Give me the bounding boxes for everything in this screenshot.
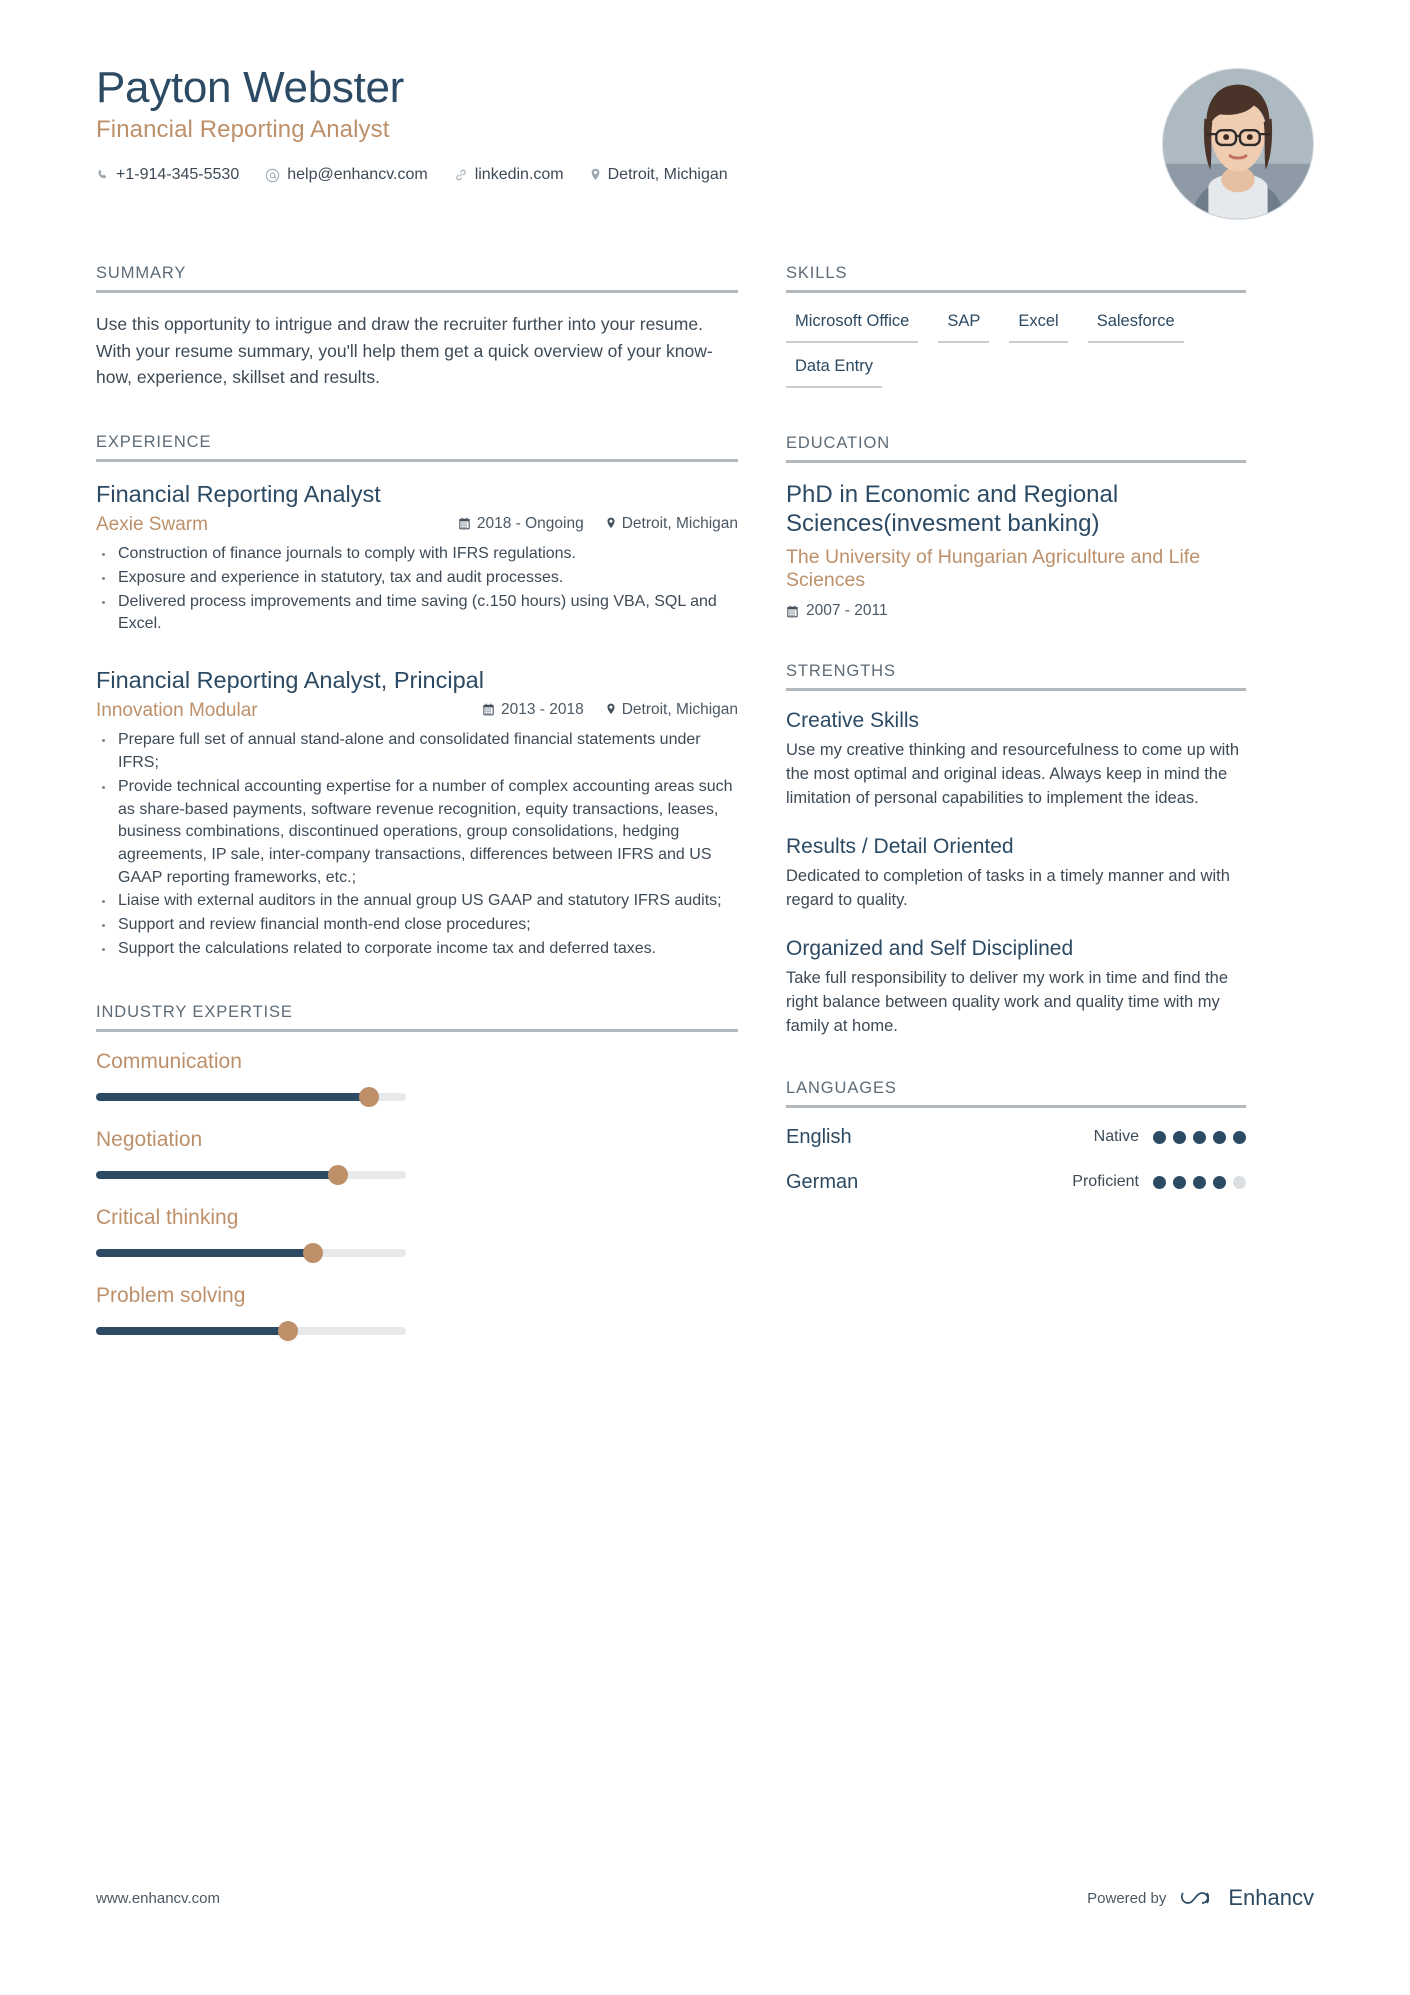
link-icon — [454, 168, 468, 182]
section-industry-expertise — [96, 1003, 738, 1336]
language-rating — [1153, 1176, 1246, 1189]
powered-by-label: Powered by — [1087, 1889, 1167, 1907]
section-languages — [786, 1079, 1246, 1194]
section-title-industry-expertise: INDUSTRY EXPERTISE — [96, 1002, 293, 1021]
education-school: The University of Hungarian Agriculture and Life Sciences — [786, 545, 1201, 592]
rating-dot — [1153, 1176, 1166, 1189]
contact-location-text: Detroit, Michigan — [607, 166, 728, 184]
job-bullet: Exposure and experience in statutory, tax and audit processes. — [96, 567, 738, 590]
job-dates-text: 2013 - 2018 — [500, 700, 584, 718]
location-icon — [606, 517, 616, 530]
section-summary — [96, 264, 738, 391]
rating-dot — [1173, 1131, 1186, 1144]
section-title-summary: SUMMARY — [96, 264, 187, 282]
skill-chip: Microsoft Office — [786, 311, 918, 343]
language-row — [786, 1126, 1246, 1149]
contact-list — [96, 166, 1314, 184]
expertise-label: Communication — [96, 1049, 242, 1073]
job-location-text: Detroit, Michigan — [621, 514, 738, 532]
strength-description: Use my creative thinking and resourcefulness to come up with the most optimal and original ideas. Always keep in mind the limitation of personal capabilities to implement the ideas. — [786, 741, 1240, 807]
strength-name: Organized and Self Disciplined — [786, 936, 1074, 960]
job-bullet: Liaise with external auditors in the annual group US GAAP and statutory IFRS audits; — [96, 890, 738, 913]
location-icon — [590, 168, 601, 182]
summary-text: Use this opportunity to intrigue and draw the recruiter further into your resume. With your resume summary, you'll help them get a quick overview of your know-how, experience, skillset and results. — [96, 314, 713, 388]
job-location-text: Detroit, Michigan — [621, 700, 738, 718]
job-location — [606, 701, 738, 719]
rating-dot — [1213, 1131, 1226, 1144]
strength-item — [786, 937, 1246, 1039]
expertise-item — [96, 1128, 406, 1180]
right-column — [786, 264, 1246, 1198]
job-role: Financial Reporting Analyst — [96, 480, 381, 507]
rating-dot — [1233, 1131, 1246, 1144]
job-company: Innovation Modular — [96, 700, 258, 722]
education-dates-text: 2007 - 2011 — [806, 602, 888, 620]
section-title-strengths: STRENGTHS — [786, 662, 896, 681]
experience-entry — [96, 480, 738, 636]
enhancv-logo-icon — [1179, 1886, 1219, 1910]
education-degree: PhD in Economic and Regional Sciences(invesment banking) — [786, 481, 1119, 537]
job-meta — [96, 514, 738, 536]
language-name: English — [786, 1125, 852, 1148]
language-rating — [1153, 1131, 1246, 1144]
section-title-experience: EXPERIENCE — [96, 432, 212, 451]
job-bullet: Support the calculations related to corporate income tax and deferred taxes. — [96, 938, 738, 961]
rating-dot — [1173, 1176, 1186, 1189]
header-job-title: Financial Reporting Analyst — [96, 116, 390, 144]
email-icon — [265, 168, 280, 183]
contact-email[interactable] — [265, 166, 427, 184]
language-level: Native — [1093, 1128, 1139, 1146]
job-bullet: Provide technical accounting expertise for a number of complex accounting areas such as share-based payments, software revenue recognition, equity transactions, leases, business combinations, discontinued operations, group consolidations, hedging agreements, IP sale, inter-company transactions, differences between IFRS and US GAAP reporting frameworks, etc.; — [96, 776, 738, 890]
job-bullet: Construction of finance journals to comply with IFRS regulations. — [96, 543, 738, 566]
strength-item — [786, 835, 1246, 913]
skill-chip: Data Entry — [786, 356, 882, 388]
footer-website[interactable]: www.enhancv.com — [96, 1889, 220, 1907]
job-dates-text: 2018 - Ongoing — [476, 514, 584, 532]
rating-dot — [1233, 1176, 1246, 1189]
experience-entry — [96, 666, 738, 961]
contact-phone-text: +1-914-345-5530 — [116, 166, 240, 184]
slider-knob[interactable] — [359, 1087, 379, 1107]
avatar — [1162, 68, 1314, 220]
language-level: Proficient — [1072, 1173, 1139, 1191]
resume-header — [96, 62, 1314, 232]
section-skills — [786, 264, 1246, 388]
slider-knob[interactable] — [278, 1321, 298, 1341]
calendar-icon — [458, 517, 471, 530]
expertise-item — [96, 1284, 406, 1336]
slider-fill — [96, 1093, 369, 1101]
contact-email-text: help@enhancv.com — [287, 166, 428, 184]
slider-fill — [96, 1249, 313, 1257]
strength-name: Creative Skills — [786, 709, 920, 733]
job-meta — [96, 700, 738, 722]
expertise-label: Negotiation — [96, 1127, 203, 1151]
job-bullets — [96, 543, 738, 636]
expertise-grid — [96, 1050, 738, 1336]
location-icon — [606, 703, 616, 716]
job-bullets — [96, 729, 738, 960]
expertise-slider[interactable] — [96, 1326, 406, 1336]
skills-list — [786, 311, 1246, 388]
section-title-education: EDUCATION — [786, 434, 891, 452]
job-bullet: Prepare full set of annual stand-alone and consolidated financial statements under IFRS; — [96, 729, 738, 774]
education-entry — [786, 481, 1246, 620]
expertise-slider[interactable] — [96, 1092, 406, 1102]
skill-chip: Salesforce — [1088, 311, 1184, 343]
expertise-slider[interactable] — [96, 1248, 406, 1258]
expertise-item — [96, 1050, 406, 1102]
expertise-label: Problem solving — [96, 1283, 246, 1307]
job-company: Aexie Swarm — [96, 514, 208, 536]
slider-knob[interactable] — [328, 1165, 348, 1185]
education-dates — [786, 602, 1246, 620]
contact-link-text: linkedin.com — [474, 166, 564, 184]
contact-location[interactable] — [590, 166, 728, 184]
page-footer — [96, 1885, 1314, 1911]
strength-item — [786, 709, 1246, 811]
section-experience — [96, 433, 738, 961]
expertise-label: Critical thinking — [96, 1205, 239, 1229]
expertise-slider[interactable] — [96, 1170, 406, 1180]
slider-knob[interactable] — [303, 1243, 323, 1263]
calendar-icon — [482, 703, 495, 716]
language-row — [786, 1171, 1246, 1194]
resume-body — [96, 264, 1314, 1340]
job-dates — [482, 701, 584, 719]
job-bullet: Delivered process improvements and time saving (c.150 hours) using VBA, SQL and Excel. — [96, 591, 738, 636]
strength-name: Results / Detail Oriented — [786, 834, 1014, 858]
section-title-skills: SKILLS — [786, 264, 848, 282]
section-education — [786, 434, 1246, 620]
slider-fill — [96, 1327, 288, 1335]
language-name: German — [786, 1170, 859, 1193]
job-role: Financial Reporting Analyst, Principal — [96, 667, 484, 694]
slider-fill — [96, 1171, 338, 1179]
section-title-languages: LANGUAGES — [786, 1078, 897, 1097]
job-bullet: Support and review financial month-end close procedures; — [96, 914, 738, 937]
rating-dot — [1153, 1131, 1166, 1144]
rating-dot — [1193, 1131, 1206, 1144]
left-column — [96, 264, 786, 1340]
job-dates — [458, 515, 584, 533]
footer-branding — [1087, 1885, 1314, 1911]
section-strengths — [786, 662, 1246, 1038]
skill-chip: Excel — [1009, 311, 1067, 343]
contact-link[interactable] — [454, 166, 564, 184]
contact-phone[interactable] — [96, 166, 239, 184]
rating-dot — [1193, 1176, 1206, 1189]
phone-icon — [96, 169, 109, 182]
job-location — [606, 515, 738, 533]
rating-dot — [1213, 1176, 1226, 1189]
calendar-icon — [786, 605, 799, 618]
brand-logo[interactable] — [1179, 1885, 1314, 1911]
page-title: Payton Webster — [96, 63, 405, 112]
strength-description: Dedicated to completion of tasks in a timely manner and with regard to quality. — [786, 866, 1230, 909]
strength-description: Take full responsibility to deliver my work in time and find the right balance between quality work and quality time with my family at home. — [786, 968, 1229, 1035]
skill-chip: SAP — [938, 311, 989, 343]
expertise-item — [96, 1206, 406, 1258]
brand-name: Enhancv — [1228, 1885, 1314, 1910]
